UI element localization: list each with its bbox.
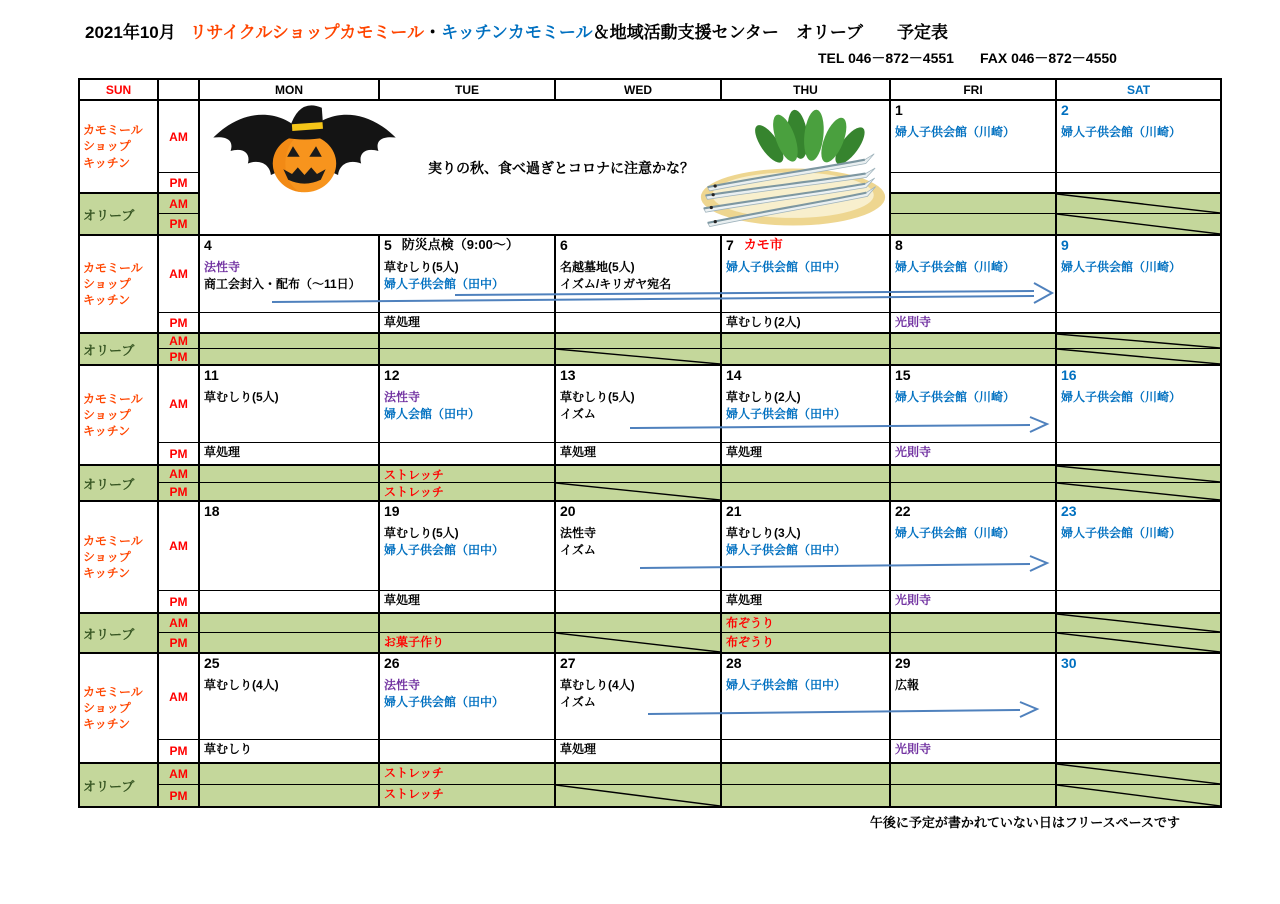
w1-fri-am-cell (889, 101, 1055, 172)
crossed-out-line (1057, 483, 1220, 500)
w3-thu-am-cell (720, 366, 889, 442)
w4-fri-pm-cell (889, 590, 1055, 612)
w2-wed-am-cell (554, 236, 720, 312)
w1-fri-olive-pm-cell (889, 213, 1055, 234)
schedule-entry: 布ぞうり (726, 616, 775, 630)
w4-thu-pm-cell (720, 590, 889, 612)
w4-thu-am-cell (720, 502, 889, 590)
shop-label-line: ショップ (83, 549, 131, 564)
crossed-out-line (1057, 194, 1220, 213)
date-number: 23 (1061, 503, 1077, 519)
schedule-entry: 草むしり(5人) (384, 259, 459, 274)
w2-tue-olive-am-cell (378, 332, 554, 348)
olive-pm-label: PM (157, 348, 198, 364)
w3-fri-olive-pm-cell (889, 482, 1055, 500)
shop-label-line: ショップ (83, 700, 131, 715)
crossed-out-line (556, 633, 720, 652)
title-shop-name: リサイクルショップカモミール (189, 23, 425, 42)
olive-label (80, 192, 157, 234)
w2-tue-am-cell (378, 236, 554, 312)
w2-mon-am-cell (198, 236, 378, 312)
schedule-entry: イズム (560, 694, 596, 709)
schedule-entry: 草処理 (726, 593, 763, 607)
date-number: 22 (895, 503, 911, 519)
schedule-entry: 婦人子供会館（田中） (726, 406, 847, 421)
dow-mon: MON (198, 80, 378, 99)
w2-thu-olive-am-cell (720, 332, 889, 348)
fax-number: FAX 046－872－4550 (979, 50, 1117, 66)
w4-fri-olive-pm-cell (889, 632, 1055, 652)
w4-tue-am-cell (378, 502, 554, 590)
w1-fri-olive-am-cell (889, 192, 1055, 213)
shop-label (80, 502, 157, 612)
date-number: 13 (560, 367, 576, 383)
w3-thu-olive-am-cell (720, 464, 889, 482)
am-label: AM (157, 654, 198, 739)
am-label: AM (157, 502, 198, 590)
w4-thu-olive-am-cell (720, 612, 889, 632)
olive-label-text: オリーブ (83, 626, 135, 642)
date-number: 15 (895, 367, 911, 383)
w1-sat-pm-cell (1055, 172, 1220, 192)
crossed-out-line (1057, 466, 1220, 482)
schedule-entry: 婦人子供会館（田中） (384, 694, 505, 709)
olive-label (80, 762, 157, 806)
w2-wed-pm-cell (554, 312, 720, 332)
schedule-entry: ストレッチ (384, 787, 444, 801)
dow-sat: SAT (1055, 80, 1220, 99)
date-number: 12 (384, 367, 400, 383)
week5 (80, 652, 1220, 806)
schedule-entry: 婦人子供会館（川崎） (895, 389, 1016, 404)
schedule-entry: 布ぞうり (726, 635, 775, 649)
schedule-entry: 婦人子供会館（川崎） (1061, 259, 1182, 274)
shop-label-line: カモミール (83, 684, 143, 699)
date-number: 1 (895, 102, 903, 118)
w4-wed-am-cell (554, 502, 720, 590)
w5-wed-olive-pm-cell (554, 784, 720, 806)
olive-label (80, 612, 157, 652)
date-number: 9 (1061, 237, 1069, 253)
w5-thu-am-cell (720, 654, 889, 739)
w5-fri-olive-am-cell (889, 762, 1055, 784)
shop-label-line: キッチン (83, 424, 131, 439)
calendar-table (78, 78, 1222, 808)
date-note: 防災点検（9:00～） (401, 237, 519, 252)
tel-number: TEL 046－872－4551 (818, 50, 954, 66)
date-number: 30 (1061, 655, 1077, 671)
w3-fri-am-cell (889, 366, 1055, 442)
date-number: 4 (204, 237, 212, 253)
w2-fri-olive-am-cell (889, 332, 1055, 348)
schedule-entry: 婦人子供会館（川崎） (895, 525, 1016, 540)
w3-mon-am-cell (198, 366, 378, 442)
pm-label: PM (157, 739, 198, 762)
olive-pm-label: PM (157, 482, 198, 500)
w2-tue-pm-cell (378, 312, 554, 332)
w5-tue-pm-cell (378, 739, 554, 762)
w2-mon-pm-cell (198, 312, 378, 332)
pm-label: PM (157, 312, 198, 332)
date-number: 28 (726, 655, 742, 671)
schedule-entry: 婦人子供会館（川崎） (895, 124, 1016, 139)
schedule-entry: 草むしり(2人) (726, 389, 801, 404)
schedule-entry: 草むしり(5人) (204, 389, 279, 404)
schedule-entry: 草むしり(4人) (204, 677, 279, 692)
schedule-entry: お菓子作り (384, 635, 445, 649)
date-number: 7 (726, 237, 734, 253)
w1-sat-olive-am-cell (1055, 192, 1220, 213)
schedule-entry: 広報 (895, 677, 920, 692)
w4-tue-olive-pm-cell (378, 632, 554, 652)
schedule-entry: 光則寺 (895, 445, 932, 459)
schedule-entry: 婦人子供会館（川崎） (895, 259, 1016, 274)
olive-label-text: オリーブ (83, 207, 135, 223)
w3-tue-pm-cell (378, 442, 554, 464)
crossed-out-line (1057, 614, 1220, 632)
title-kitchen-name: キッチンカモミール (441, 23, 593, 42)
w5-mon-olive-pm-cell (198, 784, 378, 806)
w3-mon-olive-pm-cell (198, 482, 378, 500)
date-number: 20 (560, 503, 576, 519)
sanma-fish-plate-icon (698, 107, 888, 231)
w5-wed-pm-cell (554, 739, 720, 762)
shop-label-line: カモミール (83, 533, 143, 548)
crossed-out-line (1057, 764, 1220, 784)
crossed-out-line (1057, 349, 1220, 364)
w2-thu-pm-cell (720, 312, 889, 332)
week2 (80, 234, 1220, 364)
w2-fri-am-cell (889, 236, 1055, 312)
w3-wed-olive-am-cell (554, 464, 720, 482)
halloween-bat-pumpkin-icon (202, 103, 407, 199)
seasonal-message: 実りの秋、食べ過ぎとコロナに注意かな？ (428, 160, 694, 176)
w4-sat-am-cell (1055, 502, 1220, 590)
date-number: 21 (726, 503, 742, 519)
olive-label-text: オリーブ (83, 476, 135, 492)
shop-label-line: キッチン (83, 155, 131, 170)
crossed-out-line (556, 785, 720, 806)
w3-tue-olive-am-cell (378, 464, 554, 482)
shop-label-line: キッチン (83, 293, 131, 308)
w3-sat-pm-cell (1055, 442, 1220, 464)
shop-label-line: カモミール (83, 260, 143, 275)
schedule-entry: 草むしり(4人) (560, 677, 635, 692)
w5-tue-olive-pm-cell (378, 784, 554, 806)
schedule-entry: 草処理 (384, 593, 421, 607)
crossed-out-line (1057, 214, 1220, 234)
shop-label-line: カモミール (83, 123, 143, 138)
olive-label (80, 332, 157, 364)
schedule-entry: 草処理 (384, 315, 421, 329)
w4-mon-pm-cell (198, 590, 378, 612)
w4-wed-pm-cell (554, 590, 720, 612)
date-note: カモ市 (743, 237, 783, 252)
w5-tue-am-cell (378, 654, 554, 739)
w4-fri-olive-am-cell (889, 612, 1055, 632)
w2-sat-am-cell (1055, 236, 1220, 312)
schedule-entry: 法性寺 (204, 259, 241, 274)
pm-label: PM (157, 172, 198, 192)
schedule-entry: ストレッチ (384, 485, 444, 499)
w2-sat-olive-am-cell (1055, 332, 1220, 348)
w4-wed-olive-pm-cell (554, 632, 720, 652)
schedule-entry: イズム (560, 542, 596, 557)
olive-label (80, 464, 157, 500)
date-number: 11 (204, 367, 219, 383)
w4-tue-pm-cell (378, 590, 554, 612)
w3-thu-olive-pm-cell (720, 482, 889, 500)
schedule-entry: 婦人子供会館（川崎） (1061, 124, 1182, 139)
date-number: 29 (895, 655, 911, 671)
w2-fri-olive-pm-cell (889, 348, 1055, 364)
date-number: 14 (726, 367, 742, 383)
w2-sat-pm-cell (1055, 312, 1220, 332)
w1-fri-pm-cell (889, 172, 1055, 192)
date-number: 27 (560, 655, 576, 671)
am-label: AM (157, 236, 198, 312)
w4-sat-olive-pm-cell (1055, 632, 1220, 652)
w4-mon-olive-am-cell (198, 612, 378, 632)
schedule-entry: 婦人会館（田中） (384, 406, 481, 421)
schedule-entry: 婦人子供会館（川崎） (1061, 389, 1182, 404)
week1-decoration-area (198, 101, 889, 234)
w5-wed-am-cell (554, 654, 720, 739)
shop-label-line: ショップ (83, 407, 131, 422)
dow-tue: TUE (378, 80, 554, 99)
title-year-month: 2021年10月 (85, 23, 176, 42)
w5-fri-olive-pm-cell (889, 784, 1055, 806)
schedule-entry: 光則寺 (895, 742, 932, 756)
w2-thu-am-cell (720, 236, 889, 312)
olive-label-text: オリーブ (83, 342, 135, 358)
w1-sat-olive-pm-cell (1055, 213, 1220, 234)
footer-note: 午後に予定が書かれていない日はフリースペースです (869, 815, 1180, 830)
w2-mon-olive-am-cell (198, 332, 378, 348)
schedule-entry: 名越墓地(5人) (560, 259, 635, 274)
shop-label (80, 101, 157, 192)
w5-mon-olive-am-cell (198, 762, 378, 784)
w5-sat-pm-cell (1055, 739, 1220, 762)
schedule-entry: 婦人子供会館（田中） (726, 259, 847, 274)
w2-tue-olive-pm-cell (378, 348, 554, 364)
weekday-header-row (80, 80, 1220, 99)
w4-fri-am-cell (889, 502, 1055, 590)
schedule-entry: 草むしり(5人) (560, 389, 635, 404)
schedule-entry: 草むしり(2人) (726, 315, 801, 329)
date-number: 6 (560, 237, 568, 253)
week4 (80, 500, 1220, 652)
w2-fri-pm-cell (889, 312, 1055, 332)
pm-label: PM (157, 442, 198, 464)
week3 (80, 364, 1220, 500)
w4-mon-olive-pm-cell (198, 632, 378, 652)
title-separator: ・ (424, 23, 442, 42)
dow-fri: FRI (889, 80, 1055, 99)
dow-thu: THU (720, 80, 889, 99)
date-number: 16 (1061, 367, 1077, 383)
schedule-entry: イズム (560, 406, 596, 421)
schedule-entry: 草処理 (726, 445, 763, 459)
w1-sat-am-cell (1055, 101, 1220, 172)
schedule-entry: 商工会封入・配布（～11日） (204, 276, 361, 291)
schedule-entry: ストレッチ (384, 468, 444, 482)
date-number: 26 (384, 655, 400, 671)
w5-thu-pm-cell (720, 739, 889, 762)
w2-mon-olive-pm-cell (198, 348, 378, 364)
schedule-entry: 婦人子供会館（田中） (726, 677, 847, 692)
w5-tue-olive-am-cell (378, 762, 554, 784)
schedule-entry: イズム/キリガヤ宛名 (560, 276, 672, 291)
w2-sat-olive-pm-cell (1055, 348, 1220, 364)
schedule-entry: ストレッチ (384, 766, 444, 780)
schedule-entry: 婦人子供会館（田中） (384, 542, 505, 557)
w4-wed-olive-am-cell (554, 612, 720, 632)
date-number: 2 (1061, 102, 1069, 118)
olive-label-text: オリーブ (83, 778, 135, 794)
schedule-entry: 草処理 (560, 742, 597, 756)
w5-mon-pm-cell (198, 739, 378, 762)
dow-blank-cell (157, 80, 198, 99)
w4-thu-olive-pm-cell (720, 632, 889, 652)
w3-tue-am-cell (378, 366, 554, 442)
w5-fri-pm-cell (889, 739, 1055, 762)
w3-mon-olive-am-cell (198, 464, 378, 482)
w2-thu-olive-pm-cell (720, 348, 889, 364)
shop-label-line: キッチン (83, 717, 131, 732)
w2-wed-olive-am-cell (554, 332, 720, 348)
olive-am-label: AM (157, 464, 198, 482)
contact-line (818, 48, 1143, 68)
schedule-entry: 法性寺 (560, 525, 597, 540)
w3-fri-pm-cell (889, 442, 1055, 464)
dow-sun: SUN (105, 82, 132, 97)
w3-wed-olive-pm-cell (554, 482, 720, 500)
shop-label (80, 654, 157, 762)
w3-wed-pm-cell (554, 442, 720, 464)
shop-label-line: キッチン (83, 566, 131, 581)
date-number: 8 (895, 237, 903, 253)
schedule-entry: 婦人子供会館（田中） (726, 542, 847, 557)
w3-sat-olive-pm-cell (1055, 482, 1220, 500)
w3-fri-olive-am-cell (889, 464, 1055, 482)
olive-pm-label: PM (157, 632, 198, 652)
w5-wed-olive-am-cell (554, 762, 720, 784)
olive-am-label: AM (157, 332, 198, 348)
schedule-entry: 光則寺 (895, 315, 932, 329)
date-number: 25 (204, 655, 220, 671)
schedule-entry: 法性寺 (384, 677, 421, 692)
schedule-entry: 婦人子供会館（川崎） (1061, 525, 1182, 540)
w5-sat-olive-am-cell (1055, 762, 1220, 784)
crossed-out-line (1057, 334, 1220, 348)
w3-tue-olive-pm-cell (378, 482, 554, 500)
olive-pm-label: PM (157, 213, 198, 234)
shop-label (80, 366, 157, 464)
schedule-entry: 草むしり(5人) (384, 525, 459, 540)
crossed-out-line (556, 483, 720, 500)
am-label: AM (157, 366, 198, 442)
w4-sat-olive-am-cell (1055, 612, 1220, 632)
schedule-entry: 草むしり(3人) (726, 525, 801, 540)
schedule-entry: 草むしり (204, 742, 253, 756)
w5-mon-am-cell (198, 654, 378, 739)
w5-fri-am-cell (889, 654, 1055, 739)
w3-wed-am-cell (554, 366, 720, 442)
w5-thu-olive-pm-cell (720, 784, 889, 806)
w3-thu-pm-cell (720, 442, 889, 464)
w3-mon-pm-cell (198, 442, 378, 464)
crossed-out-line (1057, 785, 1220, 806)
crossed-out-line (1057, 633, 1220, 652)
dow-wed: WED (554, 80, 720, 99)
schedule-entry: 光則寺 (895, 593, 932, 607)
schedule-entry: 草処理 (204, 445, 241, 459)
schedule-entry: 草処理 (560, 445, 597, 459)
date-number: 5 (384, 237, 392, 253)
shop-label (80, 236, 157, 332)
week1 (80, 99, 1220, 234)
w5-thu-olive-am-cell (720, 762, 889, 784)
olive-am-label: AM (157, 612, 198, 632)
date-number: 18 (204, 503, 220, 519)
am-label: AM (157, 101, 198, 172)
w4-sat-pm-cell (1055, 590, 1220, 612)
shop-label-line: ショップ (83, 139, 131, 154)
shop-label-line: ショップ (83, 276, 131, 291)
pm-label: PM (157, 590, 198, 612)
schedule-entry: 婦人子供会館（田中） (384, 276, 505, 291)
w3-sat-olive-am-cell (1055, 464, 1220, 482)
date-number: 19 (384, 503, 400, 519)
olive-am-label: AM (157, 192, 198, 213)
w4-mon-am-cell (198, 502, 378, 590)
w5-sat-olive-pm-cell (1055, 784, 1220, 806)
w4-tue-olive-am-cell (378, 612, 554, 632)
title-tail: ＆地域活動支援センター オリーブ 予定表 (592, 23, 949, 42)
w3-sat-am-cell (1055, 366, 1220, 442)
w2-wed-olive-pm-cell (554, 348, 720, 364)
w5-sat-am-cell (1055, 654, 1220, 739)
crossed-out-line (556, 349, 720, 364)
olive-am-label: AM (157, 762, 198, 784)
shop-label-line: カモミール (83, 391, 143, 406)
olive-pm-label: PM (157, 784, 198, 806)
schedule-entry: 法性寺 (384, 389, 421, 404)
page-title (85, 18, 948, 43)
